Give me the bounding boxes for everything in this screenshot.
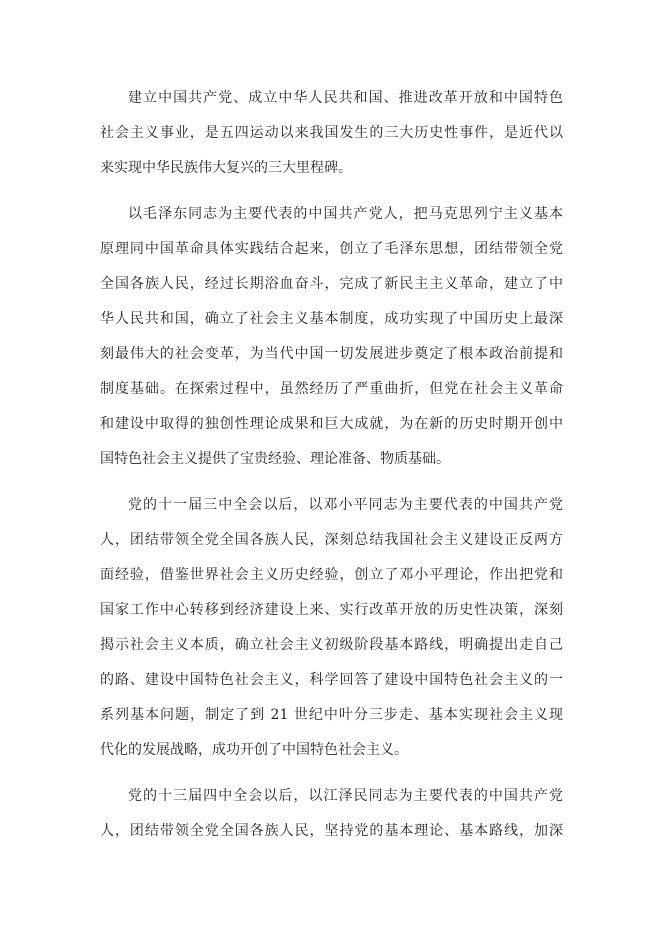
text-line: 面经验，借鉴世界社会主义历史经验，创立了邓小平理论，作出把党和 (100, 567, 563, 583)
text-line: 人，团结带领全党全国各族人民，深刻总结我国社会主义建设正反两方 (100, 532, 563, 548)
text-line: 制度基础。在探索过程中，虽然经历了严重曲折，但党在社会主义革命 (100, 381, 563, 397)
text-line: 建立中国共产党、成立中华人民共和国、推进改革开放和中国特色 (128, 90, 563, 106)
text-line: 的路、建设中国特色社会主义，科学回答了建设中国特色社会主义的一 (100, 672, 563, 688)
text-line: 原理同中国革命具体实践结合起来，创立了毛泽东思想，团结带领全党 (100, 241, 563, 257)
paragraph-2 (100, 197, 563, 477)
text-line: 以毛泽东同志为主要代表的中国共产党人，把马克思列宁主义基本 (128, 206, 563, 222)
paragraph-4 (100, 779, 563, 849)
text-line: 华人民共和国，确立了社会主义基本制度，成功实现了中国历史上最深 (100, 311, 563, 327)
text-line: 全国各族人民，经过长期浴血奋斗，完成了新民主主义革命，建立了中 (100, 276, 563, 292)
text-line: 和建设中取得的独创性理论成果和巨大成就，为在新的历史时期开创中 (100, 416, 563, 432)
document-body (100, 81, 563, 860)
text-line: 系列基本问题，制定了到 21 世纪中叶分三步走、基本实现社会主义现 (100, 707, 563, 723)
text-line: 党的十一届三中全会以后，以邓小平同志为主要代表的中国共产党 (128, 497, 563, 513)
text-line: 党的十三届四中全会以后，以江泽民同志为主要代表的中国共产党 (128, 788, 563, 804)
text-line: 国家工作中心转移到经济建设上来、实行改革开放的历史性决策，深刻 (100, 602, 563, 618)
text-line: 刻最伟大的社会变革，为当代中国一切发展进步奠定了根本政治前提和 (100, 346, 563, 362)
text-line: 来实现中华民族伟大复兴的三大里程碑。 (100, 160, 352, 176)
paragraph-3 (100, 488, 563, 768)
text-line: 社会主义事业，是五四运动以来我国发生的三大历史性事件，是近代以 (100, 125, 563, 141)
text-line: 代化的发展战略，成功开创了中国特色社会主义。 (100, 742, 408, 758)
paragraph-1 (100, 81, 563, 186)
text-line: 揭示社会主义本质，确立社会主义初级阶段基本路线，明确提出走自己 (100, 637, 563, 653)
text-line: 国特色社会主义提供了宝贵经验、理论准备、物质基础。 (100, 451, 450, 467)
text-line: 人，团结带领全党全国各族人民，坚持党的基本理论、基本路线，加深 (100, 823, 563, 839)
